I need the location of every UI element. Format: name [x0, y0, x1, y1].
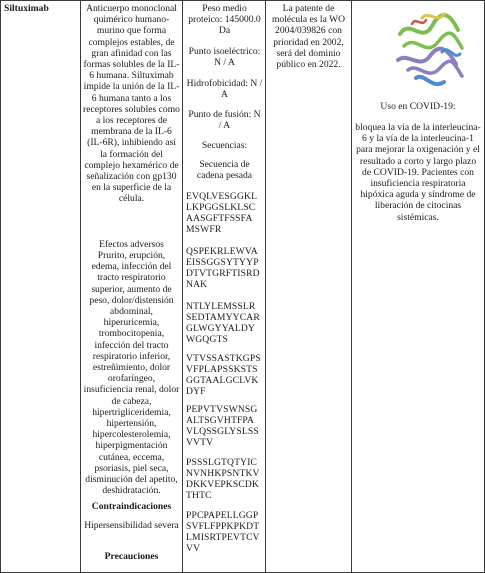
sequence-line: VV — [186, 543, 201, 554]
sequence-line: VLQSSGLYSLSS — [186, 426, 259, 437]
column-divider-3 — [265, 0, 266, 573]
melting-point: Punto de fusión: N / A — [188, 109, 261, 132]
sequence-line: PSSSLGTQTYIC — [186, 457, 258, 468]
sequence-line: DTVTGRFTISRD — [186, 268, 260, 279]
contraindications-heading: Contraindicaciones — [91, 501, 172, 512]
column-divider-1 — [80, 0, 81, 573]
ribbon-strand — [412, 20, 426, 24]
sequence-line: THTC — [186, 490, 212, 501]
sequence-line: VVTV — [186, 437, 214, 448]
covid-use-heading: Uso en COVID-19: — [380, 101, 456, 112]
precautions-heading: Precauciones — [104, 551, 159, 562]
column-divider-4 — [351, 0, 352, 573]
sequence-line: DKKVEPKSCDK — [186, 479, 260, 490]
sequence-line: PPCPAPELLGGP — [186, 510, 259, 521]
ribbon-strand — [416, 77, 444, 84]
sequence-line: AASGFTFSSFA — [186, 213, 253, 224]
column-divider-2 — [182, 0, 183, 573]
drug-name: Siltuximab — [4, 3, 49, 14]
sequence-line: EVQLVESGGKL — [186, 191, 258, 202]
sequence-line: LMISRTPEVTCV — [186, 532, 260, 543]
sequence-line: MSWFR — [186, 224, 222, 235]
contraindications-text: Hipersensibilidad severa — [84, 520, 179, 531]
ribbon-strand — [408, 61, 462, 76]
sequence-line: VFPLAPSSKSTS — [186, 364, 258, 375]
ribbon-strand — [400, 15, 458, 34]
ribbon-strand — [404, 33, 462, 48]
hydrophobicity: Hidrofobicidad: N / A — [186, 78, 263, 101]
sequence-line: DYF — [186, 386, 206, 397]
sequence-line: EISSGGSYTYYP — [186, 257, 259, 268]
adverse-effects-list: Prurito, erupción, edema, infección del tracto respiratorio superior, aumento de peso, dolor/distensión abdominal, hiperuricemia, trombocitopenia, infección del tracto respiratorio inferior, estreñimiento, dolor orofaríngeo, insuficiencia renal, dolor de cabeza, hipertrigliceridemia, hipertensión, hipercolesterolemia, hiperpigmentación cutánea, eccema, psoriasis, piel seca, disminución del apetito, deshidratación. — [83, 250, 180, 497]
table-border-left — [0, 0, 1, 573]
adverse-effects-heading: Efectos adversos — [99, 239, 164, 250]
molecule-structure-image — [392, 4, 468, 94]
molecular-weight: Peso medio proteico: 145000.0 Da — [188, 3, 261, 37]
mechanism-description: Anticuerpo monoclonal quimérico humano-murino que forma complejos estables, de gran afinidad con las formas solubles de la IL-6 humana. Siltuximab impide la unión de la IL-6 humana tanto a los receptores solubles como a los receptores de membrana de la IL-6 (IL-6R), inhibiendo así la formación del complejo hexamérico de señalización con gp130 en la superficie de la célula. — [83, 3, 180, 205]
sequence-line: LKPGGSLKLSC — [186, 202, 256, 213]
sequence-line: NAK — [186, 279, 208, 290]
isoelectric-point: Punto isoeléctrico: N / A — [188, 46, 261, 69]
covid-use-description: bloquea la vía de la interleucina-6 y la vía de la interleucina-1 para mejorar la oxigenación y el resultado a corto y largo plazo de COVID-19. Pacientes con insuficiencia respiratoria hipóxica aguda y síndrome de liberación de citocinas sistémicas. — [355, 122, 481, 223]
sequence-line: NTLYLEMSSLR — [186, 301, 256, 312]
sequence-line: QSPEKRLEWVA — [186, 246, 258, 257]
sequence-line: SEDTAMYYCAR — [186, 312, 260, 323]
patent-text: La patente de molécula es la WO 2004/039826 con prioridad en 2002, será del dominio público en 2022. — [271, 3, 346, 71]
sequence-line: ALTSGVHTFPA — [186, 415, 255, 426]
sequence-line: WGQGTS — [186, 334, 228, 345]
sequence-line: GGTAALGCLVK — [186, 375, 259, 386]
sequences-heading: Secuencias: — [201, 140, 248, 151]
table-border-top — [0, 0, 485, 1]
heavy-chain-heading: Secuencia de cadena pesada — [196, 159, 253, 182]
sequence-line: PEPVTVSWNSG — [186, 404, 258, 415]
sequence-line: VTVSSASTKGPS — [186, 353, 261, 364]
sequence-line: GLWGYYALDY — [186, 323, 255, 334]
sequence-line: NVNHKPSNTKV — [186, 468, 260, 479]
sequence-line: SVFLFPPKPKDT — [186, 521, 260, 532]
